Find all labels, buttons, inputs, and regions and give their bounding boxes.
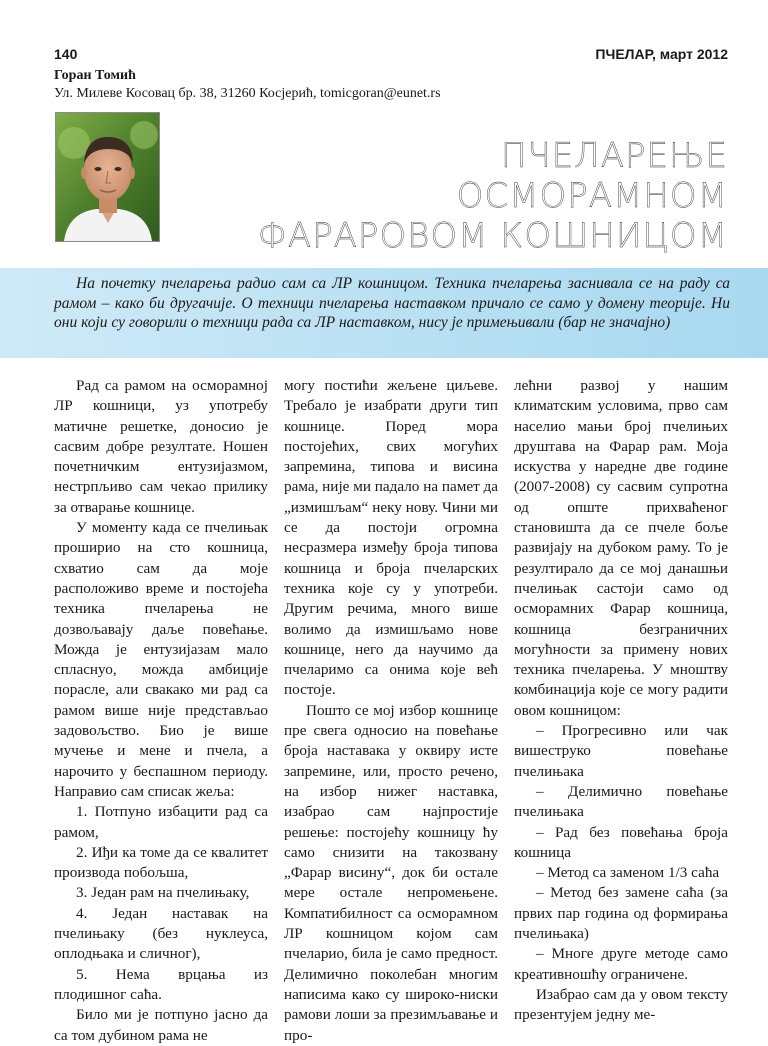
author-photo (55, 112, 160, 242)
portrait-image (56, 113, 159, 241)
body-paragraph: Било ми је потпуно јасно да са том дубином рама не (54, 1006, 268, 1044)
method-list-item: – Прогресивно или чак вишеструко повећање пчелињака (514, 722, 728, 780)
author-name: Горан Томић (54, 68, 136, 83)
article-title (168, 136, 728, 256)
lead-paragraph: На почетку пчеларења радио сам са ЛР кошницом. Техника пчеларења заснивала се на раду са рамом – како би другачије. О техници пчеларења наставком причало се само у домену теорије. Ни они који су говорили о техници рада са ЛР наставком, нису је примењивали (бар не значајно) (54, 275, 730, 331)
method-list-item: – Делимично повећање пчелињака (514, 782, 728, 821)
wish-list-item: 1. Потпуно избацити рад са рамом, (54, 803, 268, 841)
method-list-item: – Многе друге методе само креативношћу ограничене. (514, 945, 728, 983)
body-paragraph: лећни развој у нашим климатским условима, прво сам населио мањи број пчелињих друштава на Фарар рам. Моја искуства у наредне две године (2007-2008) су сасвим супротна од опште прихваћеног становишта да се пчеле боље развијају на дубоком раму. То је резултирало да се мој данашњи пчелињак састоји само од осморамних Фарар кошница, кошница безграничних могућности за примену нових техника пчеларења. У мноштву комбинација које се могу радити овом кошницом: (514, 377, 728, 719)
body-paragraph: Пошто се мој избор кошнице пре свега односио на повећање броја наставака у оквиру исте запремине, или, просто речено, на избор нижег наставка, изабрао сам најпростије решење: постојећу кошницу ћу само снизити на такозвану „Фарар висину“, док би остале мере остале непромењене. Компатибилност са осморамном ЛР кошницом којом сам пчеларио, била је само предност. Делимично поколебан многим написима како су широко-ниски рамови лоши за презимљавање и про- (284, 701, 498, 1044)
body-paragraph: У моменту када се пчелињак проширио на сто кошница, схватио сам да моје расположиво време и постојећа техника пчеларења не дозвољавају даље повећање. Можда је ентузијазам мало спласнуо, можда амбиције порасле, али свакако ми рад са рамом више није представљао задовољство. Био је више мучење и мене и пчела, а нарочито у беспашном периоду. Направио сам списак жеља: (54, 519, 268, 800)
wish-list-item: 5. Нема врцања из плодишног саћа. (54, 965, 268, 1003)
page-number: 140 (54, 46, 78, 62)
text-column-3 (514, 376, 728, 1026)
title-line-2: ОСМОРАМНОМ (456, 176, 728, 216)
body-paragraph: могу постићи жељене циљеве. Требало је изабрати други тип кошнице. Поред мора постојећих, свих могућих запремина, типова и висина рама, није ми падало на памет да „измишљам“ неку нову. Чини ми се да постоји огромна несразмера између броја типова кошница и броја пчеларских техника које су у употреби. Другим речима, много више волимо да измишљамо нове кошнице, него да научимо да пчеларимо са онима које већ постоје. (284, 377, 498, 699)
wish-list-item: 4. Један наставак на пчелињаку (без нуклеуса, оплодњака и сличног), (54, 904, 268, 963)
wish-list-item: 2. Иђи ка томе да се квалитет производа побољша, (54, 843, 268, 882)
running-head: ПЧЕЛАР, март 2012 (595, 46, 728, 62)
title-line-1: ПЧЕЛАРЕЊЕ (500, 136, 728, 176)
text-column-1 (54, 376, 268, 1046)
method-list-item: – Метод са заменом 1/3 саћа (536, 864, 720, 882)
text-column-2 (284, 376, 498, 1046)
body-paragraph: Рад са рамом на осморамној ЛР кошници, уз употребу матичне решетке, доносио је сасвим добре резултате. Ношен почетничким ентузијазмом, нестрпљиво сам чекао прилику за отварање кошнице. (54, 377, 268, 516)
wish-list-item: 3. Један рам на пчелињаку, (76, 884, 250, 902)
body-paragraph: Изабрао сам да у овом тексту презентујем једну ме- (514, 985, 728, 1024)
method-list-item: – Рад без повећања броја кошница (514, 823, 728, 861)
author-address: Ул. Милеве Косовац бр. 38, 31260 Косјерић, tomicgoran@eunet.rs (54, 86, 441, 101)
title-line-3: ФАРАРОВОМ КОШНИЦОМ (257, 216, 728, 256)
method-list-item: – Метод без замене саћа (за првих пар година од формирања пчелињака) (514, 884, 728, 943)
